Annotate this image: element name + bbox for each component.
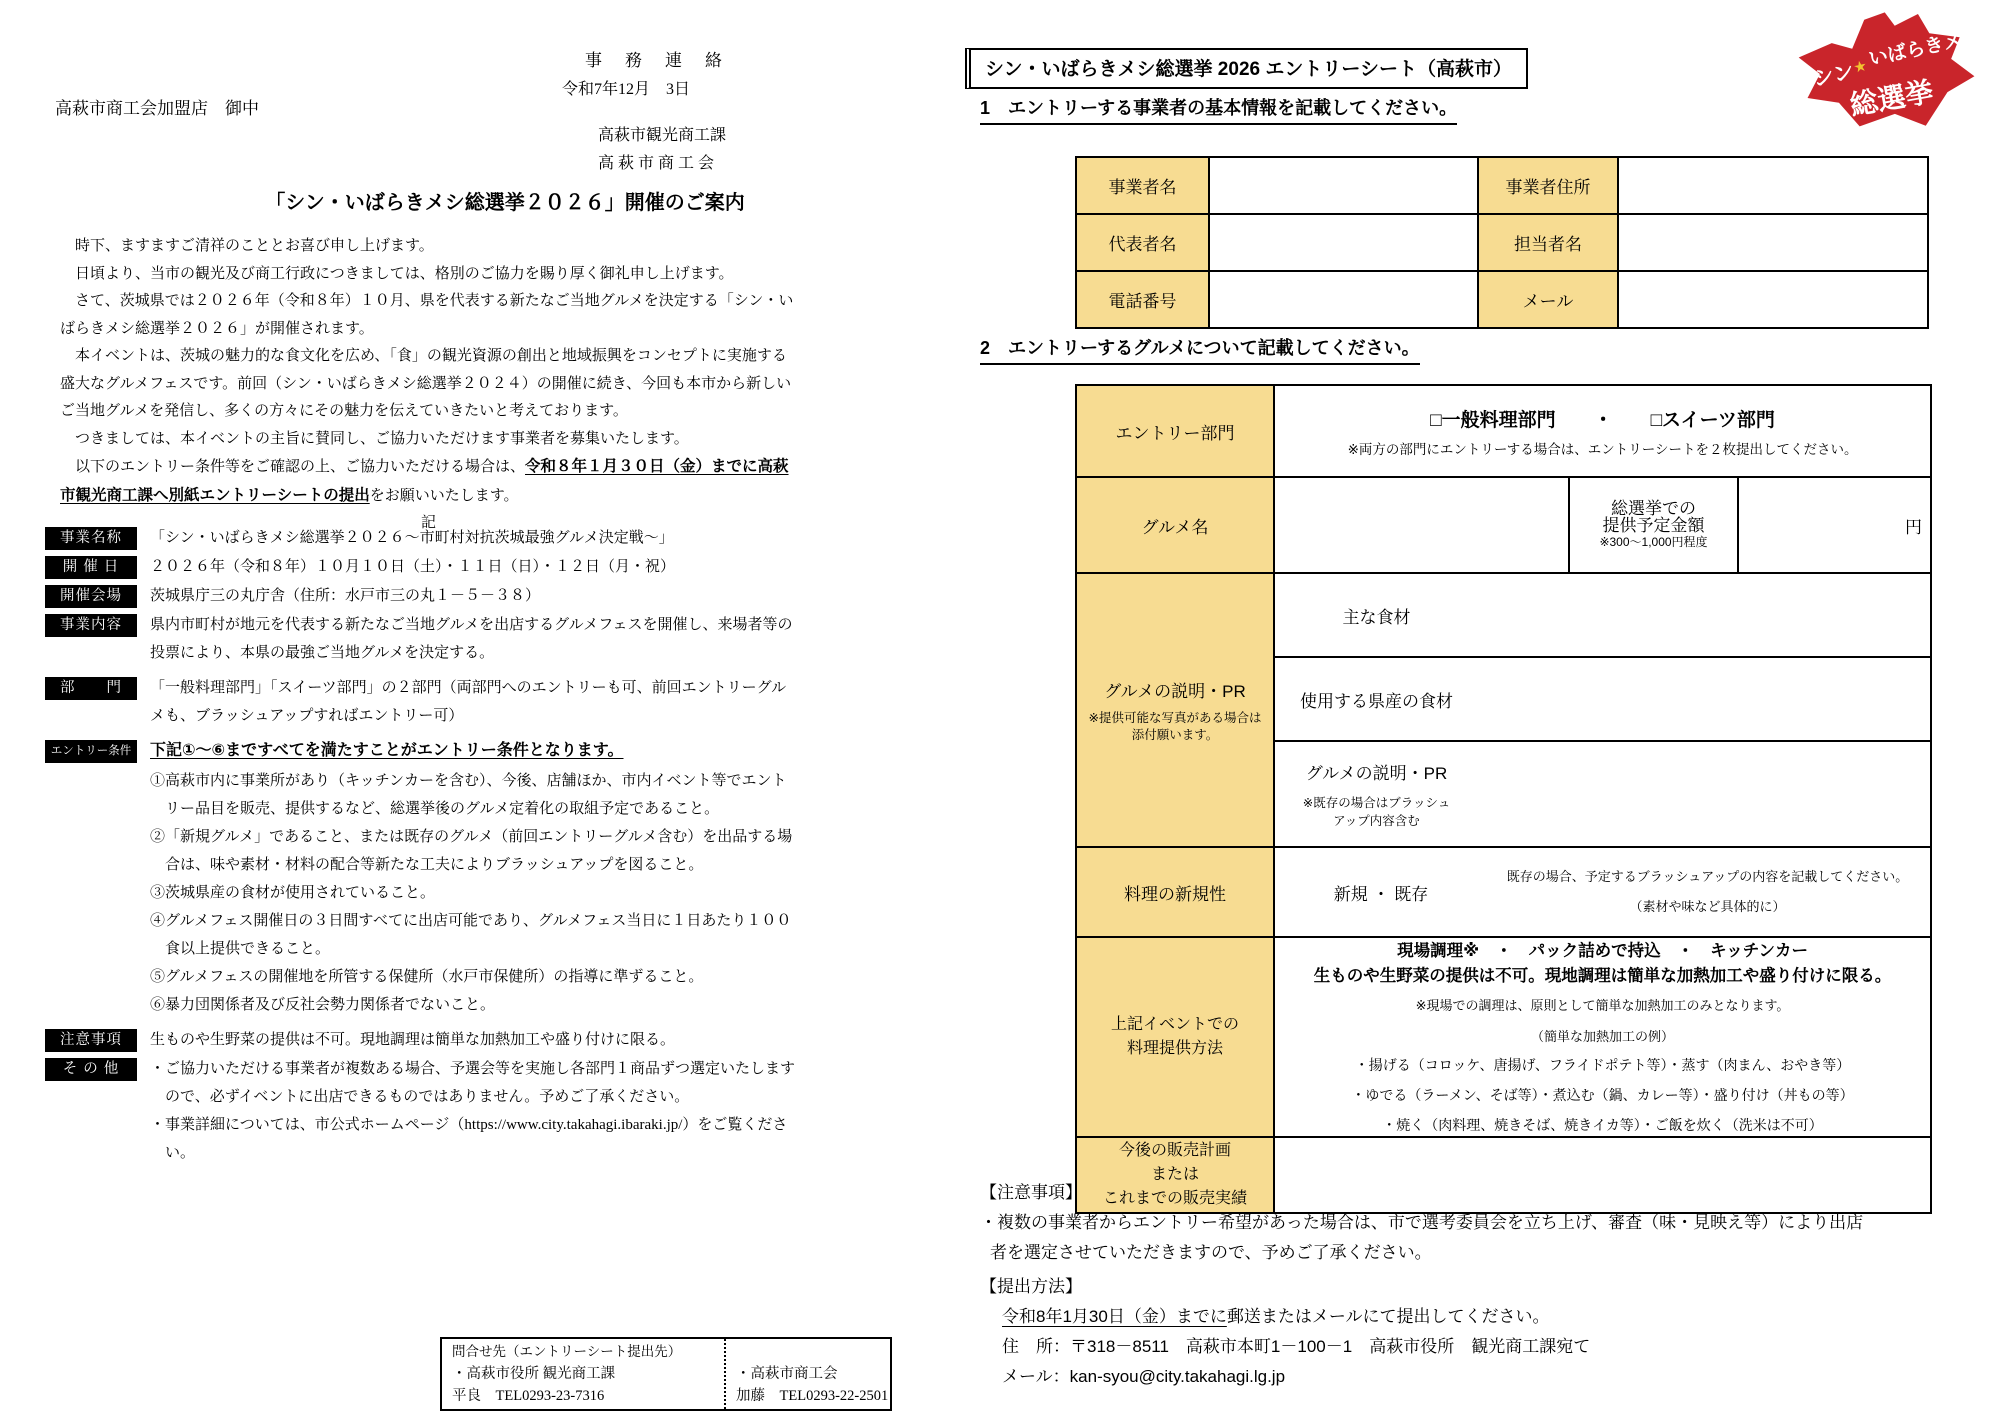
- paragraph: つきましては、本イベントの主旨に賛同し、ご協力いただけます事業者を募集いたします。: [60, 430, 689, 447]
- doc-date: 令和7年12月 3日: [562, 81, 691, 98]
- paragraph: 日頃より、当市の観光及び商工行政につきましては、格別のご協力を賜り厚く御礼申し上げます。: [60, 265, 734, 282]
- ingredients-cell: [1274, 573, 1931, 657]
- price-label-cell: 総選挙での 提供予定金額 ※300～1,000円程度: [1569, 477, 1738, 573]
- novelty-note: 既存の場合、予定するブラッシュアップの内容を記載してください。 （素材や味など具体的に）: [1506, 869, 1909, 914]
- list-item: [45, 524, 800, 552]
- field-label: 事業者住所: [1478, 157, 1618, 214]
- blank-input-cell: [1618, 271, 1928, 328]
- deadline-prefix: 以下のエントリー条件等をご確認の上、ご協力いただける場合は、: [60, 459, 526, 475]
- letter-title: 「シン・いばらきメシ総選挙２０２６」開催のご案内: [265, 192, 745, 214]
- paragraph: 時下、ますますご清祥のこととお喜び申し上げます。: [60, 238, 434, 254]
- provision-example: ・揚げる（コロッケ、唐揚げ、フライドポテト等）・蒸す（肉まん、おやき等）: [1354, 1057, 1851, 1073]
- submission-email: メール：kan-syou@city.takahagi.lg.jp: [1002, 1367, 1286, 1386]
- item-label-badge: 注意事項: [45, 1029, 137, 1052]
- contact-title: 問合せ先（エントリーシート提出先）: [452, 1344, 682, 1359]
- division-note: ※両方の部門にエントリーする場合は、エントリーシートを２枚提出してください。: [1347, 441, 1858, 457]
- item-text: 「一般料理部門」「スイーツ部門」の２部門（両部門へのエントリーも可、前回エントリーグルメも、ブラッシュアップすればエントリー可）: [150, 680, 787, 724]
- division-checkbox-options: □一般料理部門 ・ □スイーツ部門: [1430, 409, 1775, 431]
- blank-input-cell: [1618, 214, 1928, 271]
- table-row: [1076, 477, 1931, 573]
- provision-cell: [1274, 937, 1931, 1137]
- sub-field-label: グルメの説明・PR ※既存の場合はブラッシュ アップ内容含む: [1284, 759, 1469, 830]
- condition: ⑤グルメフェスの開催地を所管する保健所（水戸市保健所）の指導に準ずること。: [150, 969, 704, 985]
- provision-example-title: （簡単な加熱加工の例）: [1531, 1029, 1675, 1044]
- basic-info-table: [1075, 156, 1929, 329]
- pr-description-cell: [1274, 741, 1931, 847]
- table-row: [1076, 157, 1928, 214]
- sender-line: 高萩市観光商工課: [598, 127, 727, 144]
- provision-restriction: 生ものや生野菜の提供は不可。現地調理は簡単な加熱加工や盛り付けに限る。: [1313, 967, 1892, 985]
- contact-line: 加藤 TEL0293-22-2501: [736, 1388, 889, 1404]
- blank-input-cell: [1209, 157, 1478, 214]
- provision-example: ・焼く（肉料理、焼きそば、焼きイカ等）・ご飯を炊く（洗米は不可）: [1382, 1117, 1823, 1133]
- provision-options: 現場調理※ ・ パック詰めで持込 ・ キッチンカー: [1397, 942, 1808, 960]
- sub-field-note: ※既存の場合はブラッシュ アップ内容含む: [1302, 795, 1451, 828]
- prefecture-ingredients-cell: [1274, 657, 1931, 741]
- table-row: [1076, 937, 1931, 1137]
- logo-text-part1: シン: [1810, 60, 1857, 92]
- caution-section: [980, 1178, 1863, 1268]
- submission-deadline: 令和8年1月30日（金）までに郵送またはメールにて提出してください。: [1002, 1307, 1550, 1326]
- contact-left-column: [442, 1339, 724, 1409]
- list-item: [45, 553, 800, 581]
- provision-example: ・ゆでる（ラーメン、そば等）・煮込む（鍋、カレー等）・盛り付け（丼もの等）: [1351, 1087, 1854, 1103]
- others-content: [150, 1055, 800, 1167]
- blank-input-cell: [1209, 214, 1478, 271]
- contact-line: ・高萩市商工会: [736, 1366, 838, 1382]
- sub-field-label: 使用する県産の食材: [1300, 691, 1453, 711]
- sender-line: 高 萩 市 商 工 会: [598, 155, 715, 172]
- division-options-cell: [1274, 385, 1931, 477]
- table-row: [1076, 847, 1931, 937]
- field-label: 代表者名: [1076, 214, 1209, 271]
- submission-address: 住 所：〒318－8511 高萩市本町1－100－1 高萩市役所 観光商工課宛て: [1002, 1337, 1591, 1356]
- doc-type-label: 事 務 連 絡: [585, 51, 725, 70]
- others-item: [45, 1055, 800, 1167]
- field-label: エントリー部門: [1076, 385, 1274, 477]
- submission-heading: 【提出方法】: [980, 1277, 1082, 1296]
- letter-body: [60, 233, 797, 538]
- submission-section: [980, 1272, 1590, 1392]
- item-label-badge: 事業内容: [45, 614, 137, 637]
- paragraph: 本イベントは、茨城の魅力的な食文化を広め、「食」の観光資源の創出と地域振興をコンセプトに実施する盛大なグルメフェスです。前回（シン・いばらきメシ総選挙２０２４）の開催に続き、今回も本市から新しいご当地グルメを発信し、多くの方々にその魅力を伝えていきたいと考えております。: [60, 348, 792, 419]
- field-label: 電話番号: [1076, 271, 1209, 328]
- contact-right-column: [724, 1339, 890, 1409]
- ki-marker: 記: [420, 515, 436, 531]
- list-item: [45, 582, 800, 610]
- paragraph-deadline: [60, 453, 797, 510]
- field-label: 上記イベントでの 料理提供方法: [1110, 1016, 1239, 1057]
- conditions-headline: 下記①～⑥まですべてを満たすことがエントリー条件となります。: [150, 742, 624, 759]
- field-label: 今後の販売計画 または これまでの販売実績: [1102, 1142, 1247, 1207]
- item-label-badge: エントリー条件: [45, 740, 137, 763]
- field-label: グルメ名: [1076, 477, 1274, 573]
- item-text: 生ものや生野菜の提供は不可。現地調理は簡単な加熱加工や盛り付けに限る。: [150, 1032, 676, 1048]
- field-label: 料理の新規性: [1076, 847, 1274, 937]
- provision-note: ※現場での調理は、原則として簡単な加熱加工のみとなります。: [1415, 998, 1790, 1013]
- sender-block: [598, 122, 726, 178]
- caution-line: ・複数の事業者からエントリー希望があった場合は、市で選考委員会を立ち上げ、審査（味・見映え等）により出店: [980, 1213, 1864, 1232]
- entry-sheet-page: [960, 0, 2000, 1414]
- item-text: 県内市町村が地元を代表する新たなご当地グルメを出店するグルメフェスを開催し、来場者等の投票により、本県の最強ご当地グルメを決定する。: [150, 617, 793, 661]
- entry-conditions-item: [45, 737, 800, 1019]
- logo-star-icon: ★: [1851, 57, 1869, 77]
- item-label-badge: 開 催 日: [45, 556, 137, 579]
- gourmet-entry-table: [1075, 384, 1932, 1214]
- contact-line: ・高萩市役所 観光商工課: [452, 1366, 616, 1382]
- condition: ②「新規グルメ」であること、または既存のグルメ（前回エントリーグルメ含む）を出品する場合は、味や素材・材料の配合等新たな工夫によりブラッシュアップを図ること。: [150, 829, 793, 873]
- item-text: 茨城県庁三の丸庁舎（住所：水戸市三の丸１－５－３８）: [150, 588, 541, 604]
- entry-conditions-content: [150, 737, 800, 1019]
- table-row: [1076, 271, 1928, 328]
- condition: ⑥暴力団関係者及び反社会勢力関係者でないこと。: [150, 997, 496, 1013]
- field-label: 事業者名: [1076, 157, 1209, 214]
- item-label-badge: 部 門: [45, 677, 137, 700]
- field-label: グルメの説明・PR: [1104, 681, 1246, 701]
- item-label-badge: 開催会場: [45, 585, 137, 608]
- sub-field-label: 主な食材: [1342, 607, 1411, 627]
- field-label: メール: [1478, 271, 1618, 328]
- blank-input-cell: [1618, 157, 1928, 214]
- field-label-note: ※提供可能な写真がある場合は添付願います。: [1088, 710, 1262, 742]
- item-label-badge: 事業名称: [45, 527, 137, 550]
- sheet-title: シン・いばらきメシ総選挙 2026 エントリーシート（高萩市）: [965, 48, 1528, 89]
- contact-line: 平良 TEL0293-23-7316: [452, 1388, 605, 1404]
- field-label: 担当者名: [1478, 214, 1618, 271]
- event-detail-list: [45, 524, 800, 1168]
- list-item: [45, 674, 800, 730]
- other-line: ・ご協力いただける事業者が複数ある場合、予選会等を実施し各部門１商品ずつ選定いたしますので、必ずイベントに出店できるものではありません。予めご了承ください。: [150, 1061, 796, 1105]
- list-item: [45, 611, 800, 667]
- currency-unit: 円: [1738, 477, 1931, 573]
- section2-heading: 2 エントリーするグルメについて記載してください。: [980, 334, 1420, 365]
- provision-label-cell: [1076, 937, 1274, 1137]
- blank-input-cell: [1274, 477, 1569, 573]
- paragraph: さて、茨城県では２０２６年（令和８年）１０月、県を代表する新たなご当地グルメを決定する「シン・いばらきメシ総選挙２０２６」が開催されます。: [60, 293, 794, 337]
- logo-text-part2: いばらきメシ: [1867, 26, 1983, 71]
- description-label-cell: [1076, 573, 1274, 847]
- deadline-emphasis: 令和８年１月３０日（金）までに高萩市観光商工課へ別紙エントリーシートの提出: [60, 458, 789, 504]
- table-row: [1076, 214, 1928, 271]
- deadline-suffix: をお願いいたします。: [369, 487, 519, 504]
- condition: ④グルメフェス開催日の３日間すべてに出店可能であり、グルメフェス当日に１日あたり１００食以上提供できること。: [150, 913, 792, 957]
- table-row: [1076, 385, 1931, 477]
- logo-text-part3: 総選挙: [1847, 75, 1936, 122]
- notes-item: [45, 1026, 800, 1054]
- blank-input-cell: [1209, 271, 1478, 328]
- other-line: ・事業詳細については、市公式ホームページ（https://www.city.takahagi.ibaraki.jp/）をご覧ください。: [150, 1117, 788, 1161]
- table-row: [1076, 573, 1931, 657]
- caution-heading: 【注意事項】: [980, 1183, 1082, 1202]
- caution-line: 者を選定させていただきますので、予めご了承ください。: [990, 1243, 1432, 1262]
- novelty-choice: 新規 ・ 既存: [1333, 884, 1429, 904]
- condition: ③茨城県産の食材が使用されていること。: [150, 885, 436, 901]
- letter-page: [0, 0, 900, 1414]
- section1-heading: 1 エントリーする事業者の基本情報を記載してください。: [980, 94, 1457, 125]
- novelty-cell: [1274, 847, 1931, 937]
- event-logo-icon: [1792, 6, 1992, 141]
- item-text: 「シン・いばらきメシ総選挙２０２６～市町村対抗茨城最強グルメ決定戦～」: [150, 530, 674, 546]
- item-label-badge: そ の 他: [45, 1058, 137, 1081]
- item-text: ２０２６年（令和８年）１０月１０日（土）・１１日（日）・１２日（月・祝）: [150, 559, 676, 575]
- condition: ①高萩市内に事業所があり（キッチンカーを含む）、今後、店舗ほか、市内イベント等でエントリー品目を販売、提供するなど、総選挙後のグルメ定着化の取組予定であること。: [150, 773, 787, 817]
- addressee: 高萩市商工会加盟店 御中: [55, 99, 259, 118]
- contact-box: [440, 1337, 892, 1411]
